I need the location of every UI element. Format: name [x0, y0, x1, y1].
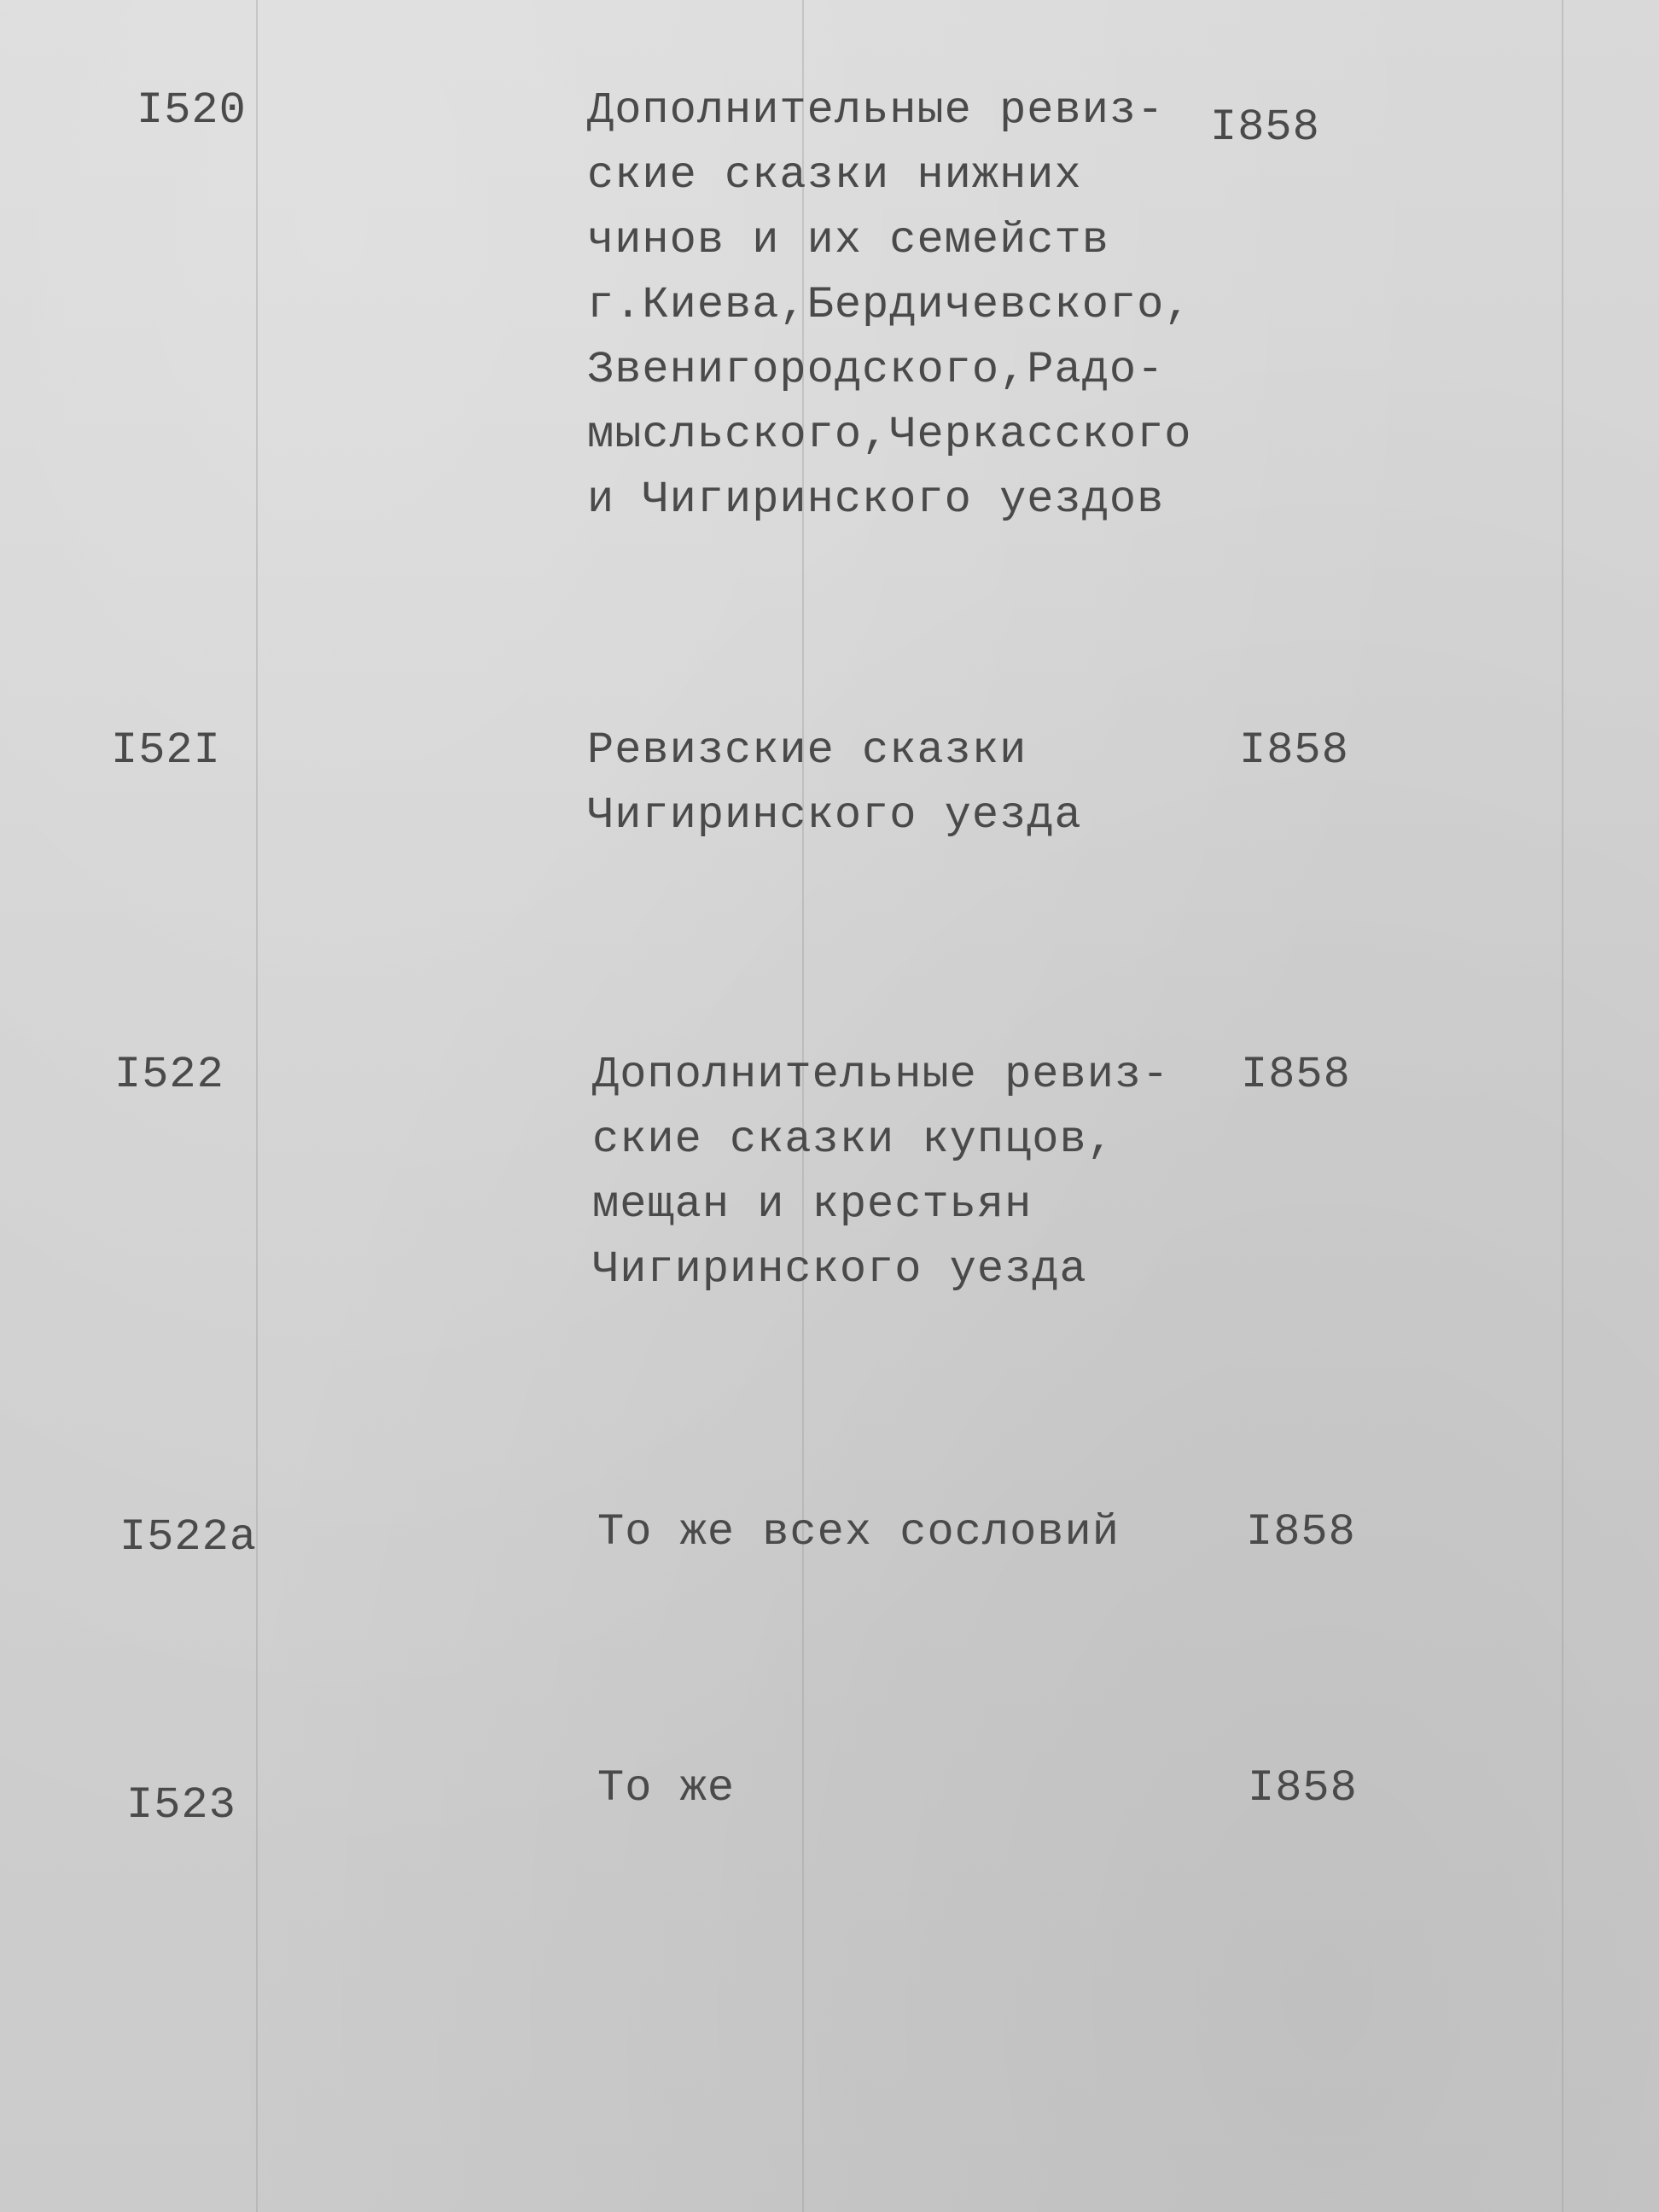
- entry-title: Ревизские сказки Чигиринского уезда: [587, 725, 1082, 841]
- entry-number: I522а: [119, 1512, 258, 1563]
- entry-year: I858: [1248, 1763, 1358, 1813]
- entry-number: I520: [137, 85, 247, 136]
- entry-number: I522: [114, 1050, 224, 1100]
- entry-title: То же: [597, 1763, 736, 1813]
- entry-title: То же всех сословий: [597, 1507, 1120, 1557]
- entry-title: Дополнительные ревиз- ские сказки купцов, мещан и крестьян Чигиринского уезда: [592, 1050, 1170, 1295]
- entry-year: I858: [1239, 725, 1349, 776]
- entry-title: Дополнительные ревиз- ские сказки нижних чинов и их семейств г.Киева,Бердичевского, Звенигородского,Радо- мысльского,Черкасского и Чигиринского уездов: [587, 85, 1192, 525]
- entry-year: I858: [1246, 1507, 1356, 1557]
- entry-number: I52I: [111, 725, 221, 776]
- entry-year: I858: [1210, 102, 1320, 153]
- entry-year: I858: [1241, 1050, 1351, 1100]
- paper-fold-line: [256, 0, 258, 2212]
- paper-fold-line: [1562, 0, 1563, 2212]
- entry-number: I523: [126, 1780, 236, 1831]
